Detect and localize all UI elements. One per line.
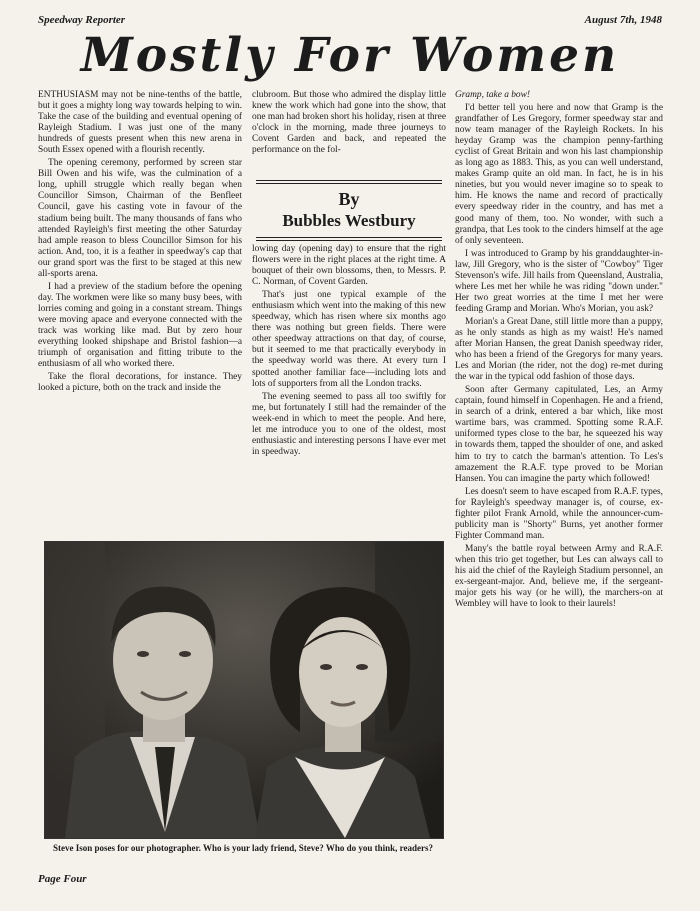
article-paragraph: Take the floral decorations, for instance. They looked a picture, both on the track and inside the — [38, 372, 242, 394]
divider — [256, 180, 442, 184]
issue-date: August 7th, 1948 — [584, 14, 662, 26]
article-column-1 — [38, 90, 242, 536]
photograph — [44, 541, 444, 839]
article-paragraph: Soon after Germany capitulated, Les, an Army captain, found himself in Copenhagen. He and a friend, in search of a drink, entered a bar which, like most wartime bars, was crammed. Spotting some R.A.F. uniformed types close to the bar, he squeezed his way in towards them, tapped the shoulder of one, and asked him to try to catch the barman's attention. To Les's amazement the R.A.F. type proved to be Morian Hansen. You can imagine the party which followed! — [455, 385, 663, 484]
article-paragraph: clubroom. But those who admired the display little knew the work which had gone into the show, that one man had broken short his holiday, risen at three o'clock in the morning, made three journeys to Covent Garden and back, and repeated the performance on the fol- — [252, 90, 446, 156]
article-paragraph: ENTHUSIASM may not be nine-tenths of the battle, but it goes a mighty long way towards helping to win. Take the case of the building and eventual opening of Rayleigh Stadium. I was just one of the many hundreds of guests present when this new arena in South Essex opened with a flourish recently. — [38, 90, 242, 156]
divider — [256, 237, 442, 241]
article-column-2-bottom — [252, 244, 446, 536]
photo-caption: Steve Ison poses for our photographer. Who is your lady friend, Steve? Who do you think, readers? — [53, 843, 433, 853]
page-number: Page Four — [38, 873, 87, 885]
article-paragraph: Many's the battle royal between Army and R.A.F. when this trio get together, but Les can always call to his aid the chief of the Rayleigh Stadium personnel, an ex-sergeant-major. And, believe me, if the sergeant-major gets his way (or he will), the marchers-on at Wembley will have to look to their laurels! — [455, 543, 663, 610]
photograph-illustration — [45, 542, 443, 838]
subheading: Gramp, take a bow! — [455, 90, 530, 100]
article-column-2-top — [252, 90, 446, 178]
byline-box — [252, 180, 446, 241]
publication-name: Speedway Reporter — [38, 14, 126, 26]
article-paragraph: lowing day (opening day) to ensure that the right flowers were in the right places at the right time. A bouquet of their own blossoms, then, to Messrs. P. C. Norman, of Covent Garden. — [252, 244, 446, 288]
article-title: Mostly For Women — [80, 28, 620, 83]
article-column-3 — [455, 90, 663, 872]
byline-by: By — [338, 189, 360, 209]
article-paragraph: The evening seemed to pass all too swiftly for me, but fortunately I still had the remainder of the week-end in which to meet the people. And here, let me introduce you to one of the oldest, most enthusiastic and interesting persons I have ever met in speedway. — [252, 391, 446, 457]
article-paragraph: Morian's a Great Dane, still little more than a puppy, as he only stands as high as my waist! He's named after Morian Hansen, the great Danish speedway rider, who has been a friend of the Gregorys for many years. Les and Morian (the rider, not the dog) re-met during the war in the typical odd fashion of those days. — [455, 316, 663, 383]
article-paragraph: I was introduced to Gramp by his granddaughter-in-law, Jill Gregory, who is the sister of "Cowboy" Tiger Stevenson's wife. Jill hails from Queensland, Australia, where Les met her while he was riding "down under." Her two great worries at the time I met her were feeding Gramp and Morian. Who's Morian, you ask? — [455, 248, 663, 314]
byline-author: Bubbles Westbury — [282, 211, 416, 230]
article-paragraph: That's just one typical example of the enthusiasm which went into the making of this new speedway, which has risen where six months ago there was nothing but green fields. There were other speedway attractions on that day, of course, but it seemed to me that practically everybody in the speedway world was there. At every turn I spotted another familiar face—including lots and lots of supporters from all the London tracks. — [252, 290, 446, 389]
article-paragraph: The opening ceremony, performed by screen star Bill Owen and his wife, was the culmination of a long, uphill struggle which really began when Councillor Simson, Chairman of the Benfleet Council, gave his casting vote in favour of the stadium being built. The many thousands of fans who attended Rayleigh's first meeting the other Saturday had ample reason to bless Councillor Simson for his action. And, too, it is a feather in speedway's cap that our grand sport was the first to be staged at this new all-sports arena. — [38, 158, 242, 279]
article-paragraph: I'd better tell you here and now that Gramp is the grandfather of Les Gregory, former speedway star and now team manager of the Rayleigh Rockets. In his heyday Gramp was the champion penny-farthing cyclist of Great Britain and won his last championship as long ago as 1883. This, as you can well understand, makes Gramp quite an old man. In fact, he is in his nineties, but you would never imagine so to speak to him. He knows the name and record of practically every speedway rider in the country, and has met a good many of them, too. No wonder, with such a grandpa, that Les took to the cinders himself at the age of only seventeen. — [455, 103, 663, 246]
article-paragraph: I had a preview of the stadium before the opening day. The workmen were like so many busy bees, with lorries coming and going in a constant stream. Things were moving apace and everyone connected with the track was working like mad. But by zero hour everything looked shipshape and Bristol fashion—a triumph of organisation and fitting tribute to the enthusiasm of all who worked there. — [38, 281, 242, 370]
article-paragraph: Les doesn't seem to have escaped from R.A.F. types, for Rayleigh's speedway manager is, of course, ex-fighter pilot Frank Arnold, while the announcer-cum-publicity man is "Shorty" Burns, yet another former Fighter Command man. — [455, 486, 663, 541]
